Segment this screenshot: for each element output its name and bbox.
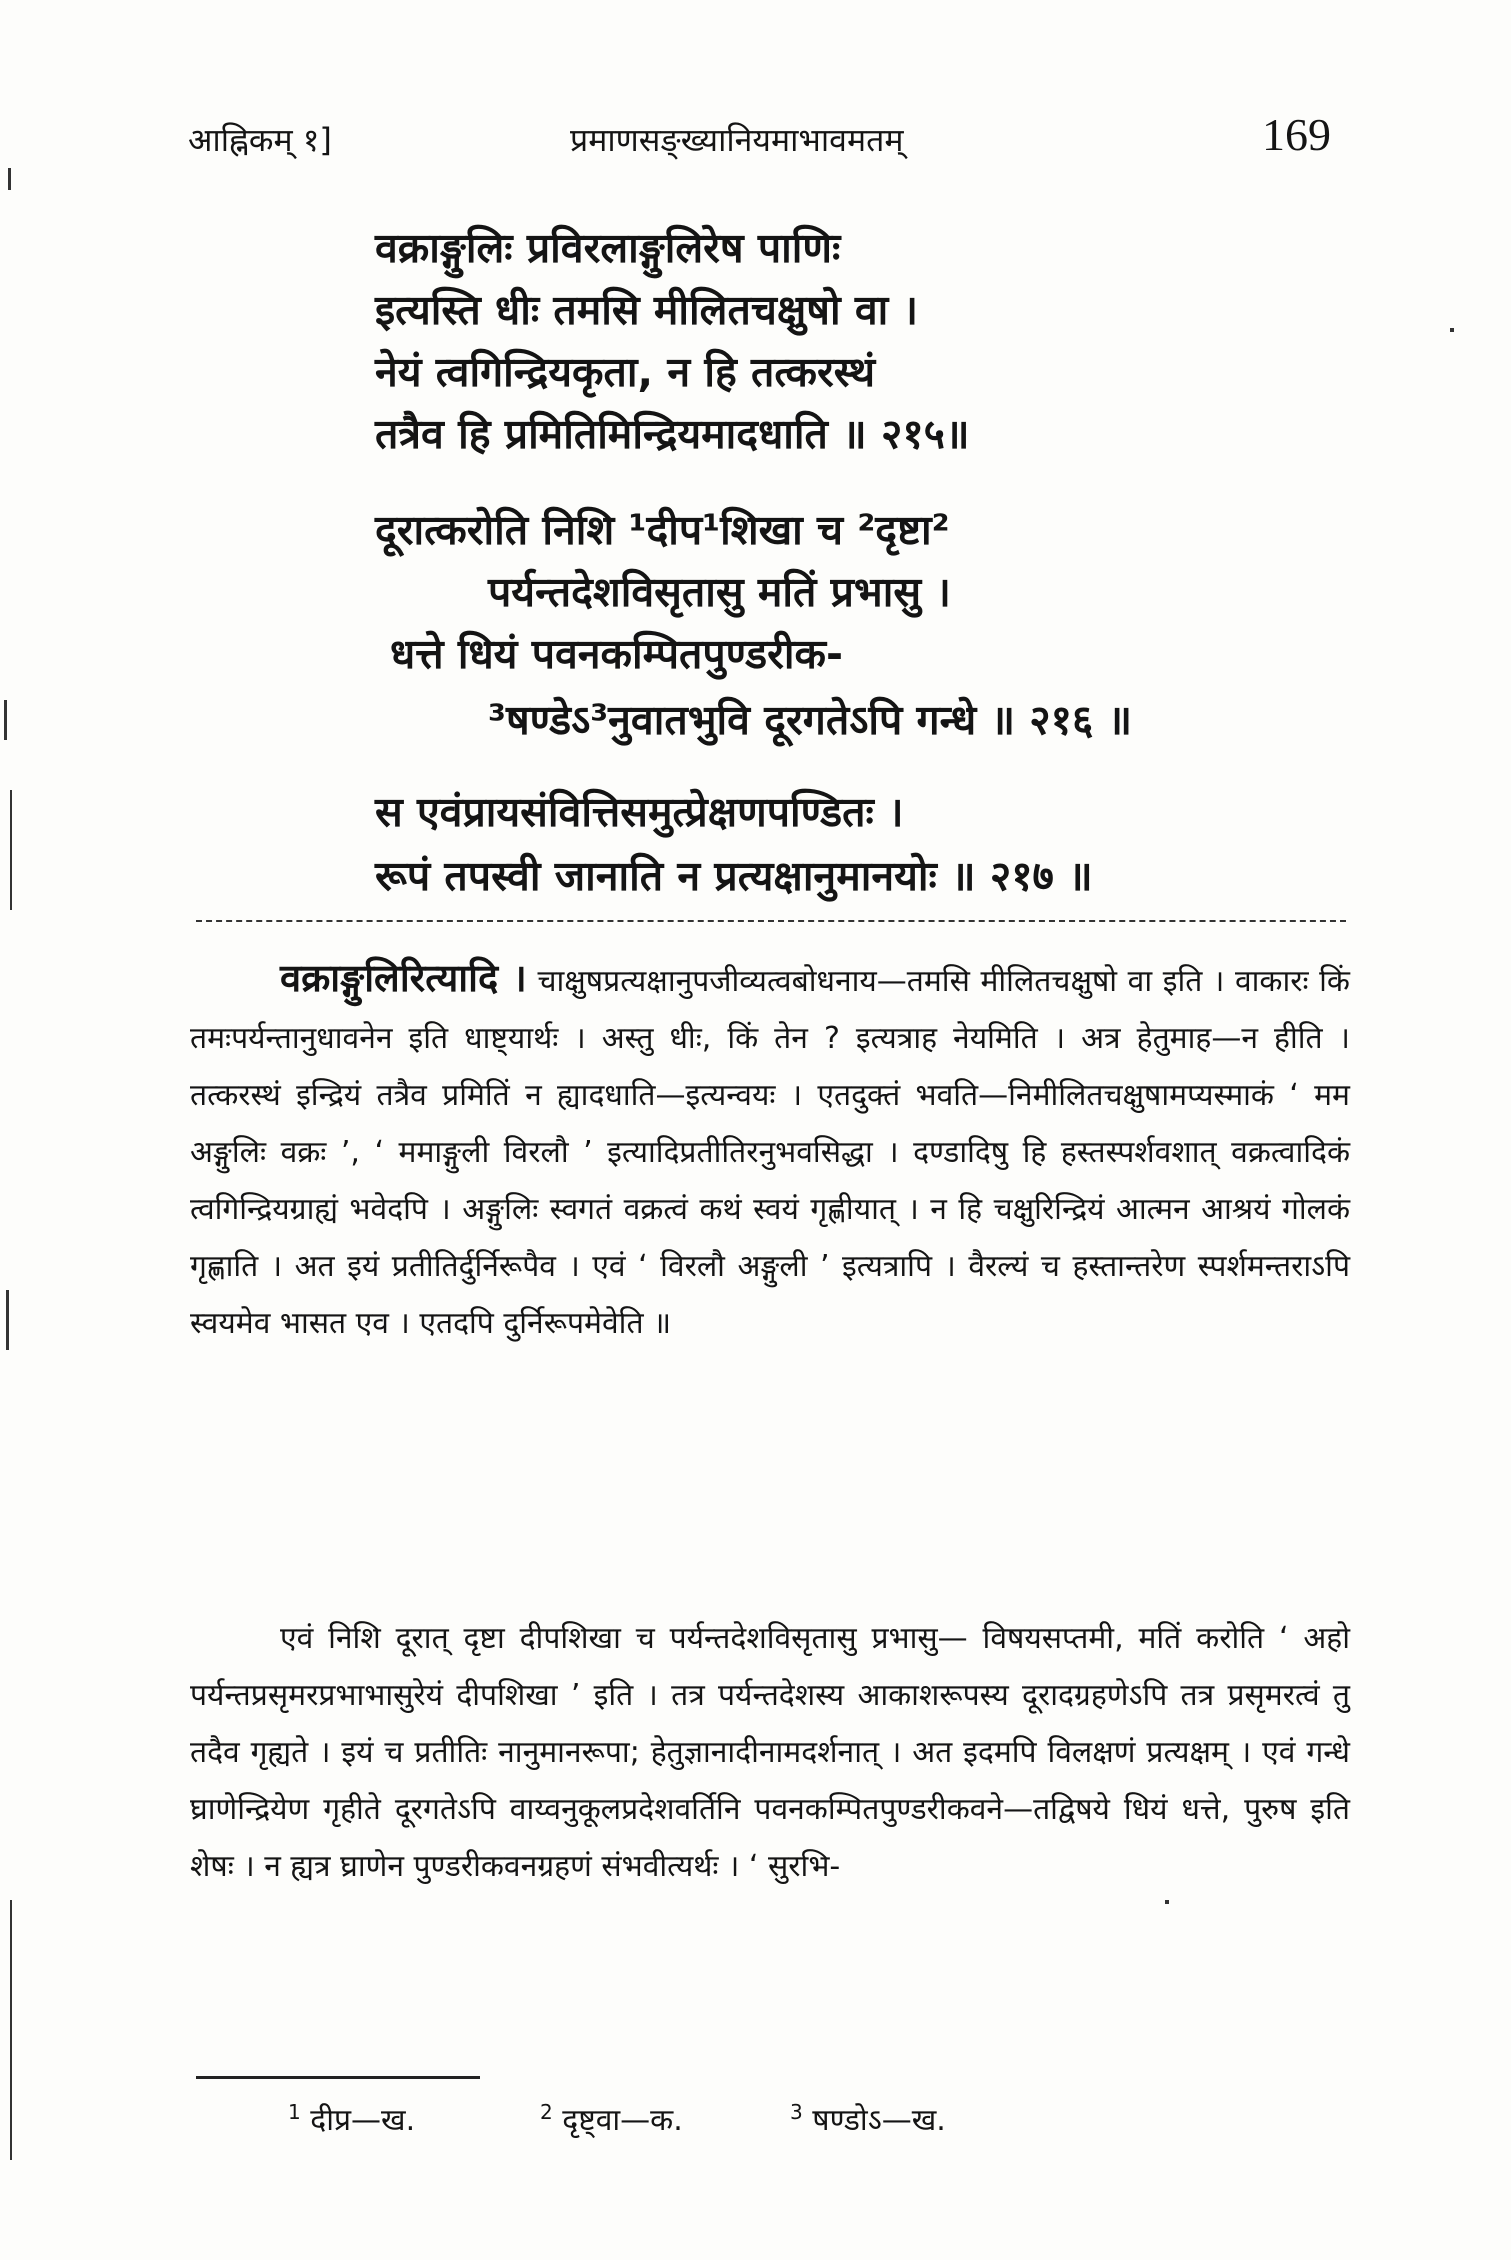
footnote-text: षण्डोऽ—ख. — [812, 2103, 946, 2138]
scan-speck — [10, 1900, 12, 2160]
verse-line: वक्राङ्गुलिः प्रविरलाङ्गुलिरेष पाणिः — [375, 224, 841, 272]
running-header-left: आह्निकम् १] — [188, 121, 332, 159]
page-number: 169 — [1262, 109, 1331, 160]
scan-speck — [1165, 1900, 1169, 1904]
footnote-mark: 1 — [288, 2100, 301, 2124]
footnote-text: दीप्र—ख. — [310, 2103, 416, 2138]
section-divider — [196, 920, 1346, 922]
scan-speck — [4, 700, 7, 740]
verse-line: ³षण्डेऽ³नुवातभुवि दूरगतेऽपि गन्धे ॥ २१६ ॥ — [488, 696, 1133, 744]
verse-line: तत्रैव हि प्रमितिमिन्द्रियमादधाति ॥ २१५॥ — [375, 410, 970, 458]
commentary-paragraph — [190, 950, 1350, 1352]
commentary-lemma: वक्राङ्गुलिरित्यादि । — [280, 956, 527, 1000]
running-header-title: प्रमाणसङ्ख्यानियमाभावमतम् — [570, 121, 904, 159]
footnote-mark: 2 — [540, 2100, 553, 2124]
verse-line: दूरात्करोति निशि ¹दीप¹शिखा च ²दृष्टा² — [375, 506, 950, 554]
commentary-block-1 — [190, 950, 1350, 1352]
verse-line: स एवंप्रायसंवित्तिसमुत्प्रेक्षणपण्डितः । — [375, 788, 904, 836]
verse-line: रूपं तपस्वी जानाति न प्रत्यक्षानुमानयोः ॥ २१७ ॥ — [375, 852, 1093, 900]
footnote-rule — [196, 2076, 480, 2079]
footnote-text: दृष्ट्वा—क. — [562, 2103, 683, 2138]
commentary-text: चाक्षुषप्रत्यक्षानुपजीव्यत्वबोधनाय—तमसि मीलितचक्षुषो वा इति । वाकारः किं तमःपर्यन्तानुधावनेन इति धाष्ट्यार्थः । अस्तु धीः, किं तेन ? इत्यत्राह नेयमिति । अत्र हेतुमाह—न हीति । तत्करस्थं इन्द्रियं तत्रैव प्रमितिं न ह्यादधाति—इत्यन्वयः । एतदुक्तं भवति—निमीलितचक्षुषामप्यस्माकं ‘ मम अङ्गुलिः वक्रः ’, ‘ ममाङ्गुली विरलौ ’ इत्यादिप्रतीतिरनुभवसिद्धा । दण्डादिषु हि हस्तस्पर्शवशात् वक्रत्वादिकं त्वगिन्द्रियग्राह्यं भवेदपि । अङ्गुलिः स्वगतं वक्रत्वं कथं स्वयं गृह्णीयात् । न हि चक्षुरिन्द्रियं आत्मन आश्रयं गोलकं गृह्णाति । अत इयं प्रतीतिर्दुर्निरूपैव । एवं ‘ विरलौ अङ्गुली ’ इत्यत्रापि । वैरल्यं च हस्तान्तरेण स्पर्शमन्तराऽपि स्वयमेव भासत एव । एतदपि दुर्निरूपमेवेति ॥ — [190, 964, 1350, 1341]
scan-speck — [8, 168, 11, 190]
verse-line: धत्ते धियं पवनकम्पितपुण्डरीक- — [390, 630, 843, 678]
verse-line: इत्यस्ति धीः तमसि मीलितचक्षुषो वा । — [375, 286, 919, 334]
scan-speck — [10, 790, 12, 910]
scan-speck — [1450, 328, 1454, 332]
footnote — [540, 2098, 683, 2139]
verse-line: नेयं त्वगिन्द्रियकृता, न हि तत्करस्थं — [375, 348, 876, 396]
footnote-mark: 3 — [790, 2100, 803, 2124]
scan-speck — [6, 1290, 9, 1350]
commentary-block-2 — [190, 1610, 1350, 1895]
footnote — [288, 2098, 415, 2139]
verse-line: पर्यन्तदेशविसृतासु मतिं प्रभासु । — [488, 568, 951, 616]
commentary-paragraph: एवं निशि दूरात् दृष्टा दीपशिखा च पर्यन्तदेशविसृतासु प्रभासु— विषयसप्तमी, मतिं करोति ‘ अहो पर्यन्तप्रसृमरप्रभाभासुरेयं दीपशिखा ’ इति । तत्र पर्यन्तदेशस्य आकाशरूपस्य दूरादग्रहणेऽपि तत्र प्रसृमरत्वं तु तदैव गृह्यते । इयं च प्रतीतिः नानुमानरूपा; हेतुज्ञानादीनामदर्शनात् । अत इदमपि विलक्षणं प्रत्यक्षम् । एवं गन्धे घ्राणेन्द्रियेण गृहीते दूरगतेऽपि वाय्वनुकूलप्रदेशवर्तिनि पवनकम्पितपुण्डरीकवने—तद्विषये धियं धत्ते, पुरुष इति शेषः । न ह्यत्र घ्राणेन पुण्डरीकवनग्रहणं संभवीत्यर्थः । ‘ सुरभि- — [190, 1621, 1350, 1884]
footnote — [790, 2098, 946, 2139]
